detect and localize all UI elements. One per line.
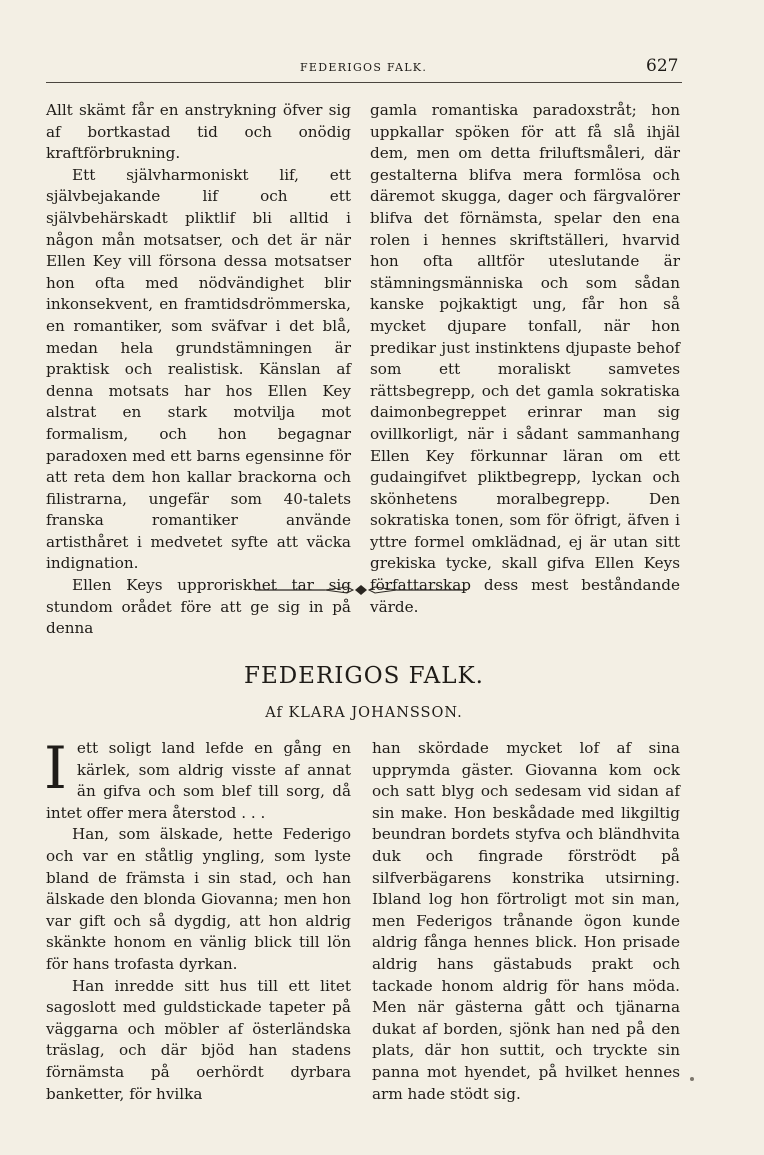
article-right-column — [372, 738, 680, 1105]
paragraph-text: ett soligt land lefde en gång en kärlek, som aldrig visste af annat än gifva och som blef till sorg, då intet offer mera återstod . . . — [46, 739, 351, 822]
previous-article-left-column — [46, 100, 351, 640]
paragraph: Ellen Keys upproriskhet tar sig stundom orådet före att ge sig in på denna — [46, 576, 351, 638]
paragraph: Han, som älskade, hette Federigo och var en ståtlig yngling, som lyste bland de främsta i sin stad, och han älskade den blonda Giovanna; men hon var gift och så dygdig, att hon aldrig skänkte honom en vänlig blick till lön för hans trofasta dyrkan. — [46, 825, 351, 973]
drop-cap: I — [44, 734, 67, 802]
paragraph: Ett självharmoniskt lif, ett självbejakande lif och ett självbehärskadt pliktlif bli alltid i någon mån motsatser, och det är när Ellen Key vill försona dessa motsatser hon ofta med nödvändighet blir inkonsekvent, en framtidsdrömmerska, en romantiker, som sväfvar i det blå, medan hela grundstämningen är praktisk och realistisk. Känslan af denna motsats har hos Ellen Key alstrat en stark motvilja mot formalism, och hon begagnar paradoxen med ett barns egensinne för att reta dem hon kallar brackorna och filistrarna, ungefär som 40-talets franska romantiker använde artisthåret i medvetet syfte att väcka indignation. — [46, 165, 351, 573]
article-title: FEDERIGOS FALK. — [243, 663, 484, 689]
paragraph: han skördade mycket lof af sina upprymda gäster. Giovanna kom ock och satt blyg och sedesam vid sidan af sin make. Hon beskådade med likgiltig beundran bordets styfva och bländhvita duk och fingrade förströdt på silfverbägarens konstrika utsirning. Ibland log hon förtroligt mot sin man, men Federigos trånande ögon kunde aldrig fånga hennes blick. Hon prisade aldrig hans gästabuds prakt och tackade honom aldrig för hans möda. Men när gästerna gått och tjänarna dukat af borden, sjönk han ned på den plats, där hon suttit, och tryckte sin panna mot hyendet, på hvilket hennes arm hade stödt sig. — [372, 739, 680, 1103]
page-number: 627 — [646, 56, 679, 76]
paragraph: Han inredde sitt hus till ett litet sagoslott med guldstickade tapeter på väggarna och möbler af österländska träslag, och där bjöd han stadens förnämsta på oerhördt dyrbara banketter, för hvilka — [46, 976, 351, 1103]
paragraph: Allt skämt får en anstrykning öfver sig af bortkastad tid och onödig kraftförbrukning. — [46, 101, 351, 163]
article-left-column — [44, 734, 351, 1105]
paragraph — [44, 734, 351, 824]
header-rule — [46, 82, 682, 83]
article-byline: Af KLARA JOHANSSON. — [265, 705, 463, 721]
section-divider-ornament — [255, 578, 467, 602]
print-speck — [690, 1077, 694, 1081]
paragraph: gamla romantiska paradoxstråt; hon uppkallar spöken för att få slå ihjäl dem, men om detta friluftsmåleri, där gestalterna blifva mera formlösa och däremot skugga, dager och färgvalörer blifva det förnämsta, spelar den ena rolen i hennes skriftställeri, hvarvid hon ofta alltför uteslutande är stämningsmänniska och som sådan kanske pojkaktigt ung, får hon så mycket djupare tonfall, när hon predikar just instinktens djupaste behof som ett moraliskt samvetes rättsbegrepp, och det gamla sokratiska daimonbegreppet erinrar man sig ovillkorligt, när i sådant sammanhang Ellen Key förkunnar läran om ett gudaingifvet pliktbegrepp, lyckan och skönhetens moralbegrepp. Den sokratiska tonen, som för öfrigt, äfven i yttre formel omklädnad, ej är utan sitt grekiska tycke, skall gifva Ellen Keys författarskap dess mest beståndande värde. — [370, 101, 680, 616]
running-head: FEDERIGOS FALK. — [300, 61, 428, 74]
previous-article-right-column — [370, 100, 680, 618]
